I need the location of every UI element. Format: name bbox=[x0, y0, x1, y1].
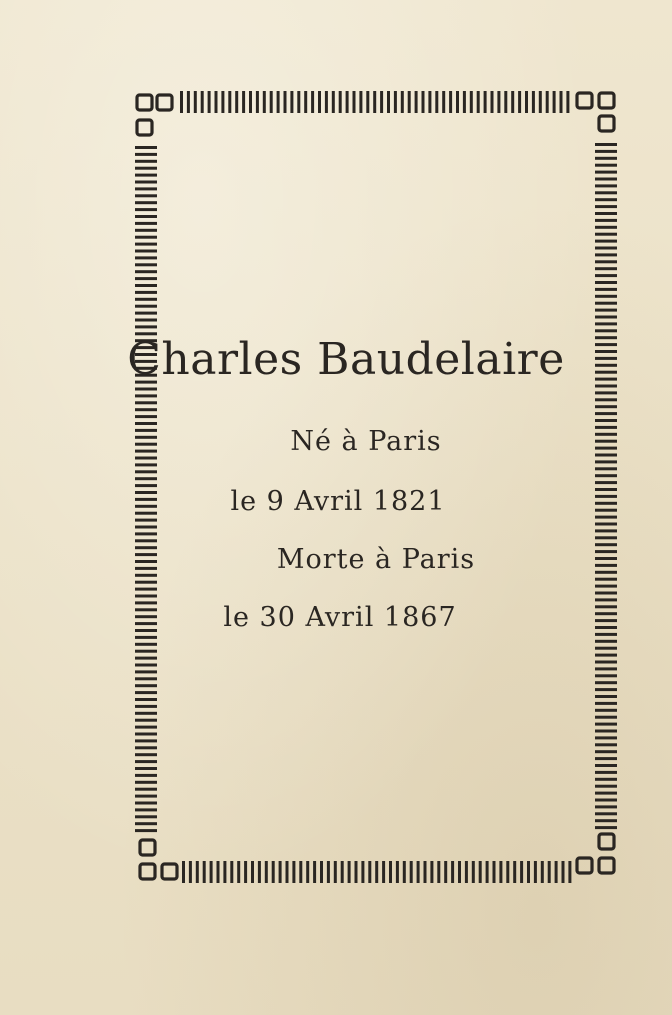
border-tick bbox=[299, 861, 302, 883]
border-tick bbox=[424, 861, 427, 883]
corner-bead bbox=[140, 840, 155, 855]
border-tick bbox=[135, 167, 157, 170]
border-tick bbox=[135, 243, 157, 246]
border-tick bbox=[135, 208, 157, 211]
border-tick bbox=[511, 91, 514, 113]
border-tick bbox=[135, 822, 157, 825]
border-tick bbox=[210, 861, 213, 883]
border-tick bbox=[595, 640, 617, 643]
border-tick bbox=[595, 750, 617, 753]
border-tick bbox=[135, 760, 157, 763]
border-tick bbox=[595, 184, 617, 187]
border-tick bbox=[504, 91, 507, 113]
border-tick bbox=[595, 288, 617, 291]
border-tick bbox=[595, 805, 617, 808]
border-tick bbox=[595, 529, 617, 532]
border-tick bbox=[135, 291, 157, 294]
border-tick bbox=[355, 861, 358, 883]
border-tick bbox=[463, 91, 466, 113]
border-tick bbox=[595, 819, 617, 822]
border-tick bbox=[135, 539, 157, 542]
border-tick bbox=[135, 153, 157, 156]
border-tick bbox=[595, 226, 617, 229]
border-tick bbox=[135, 470, 157, 473]
border-tick bbox=[348, 861, 351, 883]
border-tick bbox=[435, 91, 438, 113]
border-tick bbox=[491, 91, 494, 113]
border-tick bbox=[135, 739, 157, 742]
border-tick bbox=[135, 408, 157, 411]
corner-bead bbox=[140, 864, 155, 879]
border-tick bbox=[595, 253, 617, 256]
border-tick bbox=[263, 91, 266, 113]
corner-bead bbox=[137, 95, 152, 110]
border-tick bbox=[135, 733, 157, 736]
border-tick bbox=[595, 585, 617, 588]
border-tick bbox=[135, 670, 157, 673]
border-tick bbox=[541, 861, 544, 883]
border-tick bbox=[595, 322, 617, 325]
border-tick bbox=[595, 316, 617, 319]
border-tick bbox=[135, 401, 157, 404]
border-tick bbox=[135, 532, 157, 535]
border-tick bbox=[595, 191, 617, 194]
border-tick bbox=[595, 157, 617, 160]
border-tick bbox=[313, 861, 316, 883]
border-tick bbox=[353, 91, 356, 113]
border-tick bbox=[595, 405, 617, 408]
border-tick bbox=[135, 705, 157, 708]
border-tick bbox=[532, 91, 535, 113]
border-tick bbox=[135, 767, 157, 770]
border-tick bbox=[208, 91, 211, 113]
border-tick bbox=[595, 667, 617, 670]
border-tick bbox=[230, 861, 233, 883]
border-tick bbox=[403, 861, 406, 883]
border-tick bbox=[135, 256, 157, 259]
border-tick bbox=[135, 753, 157, 756]
border-tick bbox=[595, 654, 617, 657]
border-tick bbox=[201, 91, 204, 113]
border-tick bbox=[520, 861, 523, 883]
border-tick bbox=[493, 861, 496, 883]
border-tick bbox=[375, 861, 378, 883]
border-tick bbox=[135, 270, 157, 273]
border-tick bbox=[135, 808, 157, 811]
border-tick bbox=[196, 861, 199, 883]
border-tick bbox=[135, 222, 157, 225]
border-tick bbox=[135, 477, 157, 480]
border-tick bbox=[430, 861, 433, 883]
border-tick bbox=[595, 233, 617, 236]
border-tick bbox=[235, 91, 238, 113]
border-tick bbox=[595, 178, 617, 181]
border-tick bbox=[525, 91, 528, 113]
border-tick bbox=[135, 788, 157, 791]
border-tick bbox=[135, 657, 157, 660]
border-tick bbox=[449, 91, 452, 113]
border-tick bbox=[135, 643, 157, 646]
death-date-line: le 30 Avril 1867 bbox=[223, 602, 457, 633]
border-tick bbox=[265, 861, 268, 883]
border-tick bbox=[595, 474, 617, 477]
border-tick bbox=[595, 274, 617, 277]
border-tick bbox=[553, 91, 556, 113]
border-tick bbox=[290, 91, 293, 113]
border-tick bbox=[135, 581, 157, 584]
border-tick bbox=[135, 595, 157, 598]
border-tick bbox=[249, 91, 252, 113]
border-tick bbox=[387, 91, 390, 113]
border-tick bbox=[135, 298, 157, 301]
border-tick bbox=[135, 146, 157, 149]
border-tick bbox=[595, 260, 617, 263]
border-tick bbox=[396, 861, 399, 883]
border-tick bbox=[568, 861, 571, 883]
corner-bead bbox=[599, 93, 614, 108]
border-tick bbox=[135, 160, 157, 163]
border-tick bbox=[187, 91, 190, 113]
border-tick bbox=[182, 861, 185, 883]
border-tick bbox=[251, 861, 254, 883]
border-tick bbox=[135, 388, 157, 391]
border-tick bbox=[534, 861, 537, 883]
border-tick bbox=[595, 764, 617, 767]
border-tick bbox=[135, 795, 157, 798]
border-tick bbox=[135, 215, 157, 218]
border-tick bbox=[595, 309, 617, 312]
border-tick bbox=[595, 674, 617, 677]
border-tick bbox=[486, 861, 489, 883]
border-tick bbox=[277, 91, 280, 113]
border-tick bbox=[327, 861, 330, 883]
border-tick bbox=[595, 329, 617, 332]
corner-bead bbox=[137, 120, 152, 135]
border-tick bbox=[595, 302, 617, 305]
border-tick bbox=[497, 91, 500, 113]
border-tick bbox=[286, 861, 289, 883]
border-tick bbox=[555, 861, 558, 883]
border-tick bbox=[437, 861, 440, 883]
border-tick bbox=[135, 519, 157, 522]
border-tick bbox=[368, 861, 371, 883]
border-tick bbox=[135, 319, 157, 322]
border-tick bbox=[135, 802, 157, 805]
border-tick bbox=[401, 91, 404, 113]
border-tick bbox=[244, 861, 247, 883]
border-tick bbox=[595, 536, 617, 539]
border-tick bbox=[135, 588, 157, 591]
border-tick bbox=[595, 771, 617, 774]
border-tick bbox=[279, 861, 282, 883]
border-tick bbox=[339, 91, 342, 113]
corner-bead bbox=[599, 834, 614, 849]
border-tick bbox=[595, 164, 617, 167]
border-tick bbox=[135, 650, 157, 653]
border-tick bbox=[228, 91, 231, 113]
border-tick bbox=[361, 861, 364, 883]
border-tick bbox=[595, 219, 617, 222]
border-tick bbox=[422, 91, 425, 113]
border-tick bbox=[562, 861, 565, 883]
border-tick bbox=[595, 792, 617, 795]
border-tick bbox=[595, 799, 617, 802]
border-tick bbox=[325, 91, 328, 113]
border-tick bbox=[484, 91, 487, 113]
border-tick bbox=[595, 812, 617, 815]
border-tick bbox=[499, 861, 502, 883]
border-tick bbox=[256, 91, 259, 113]
border-tick bbox=[595, 716, 617, 719]
border-tick bbox=[595, 633, 617, 636]
border-tick bbox=[472, 861, 475, 883]
border-tick bbox=[595, 212, 617, 215]
border-tick bbox=[135, 774, 157, 777]
border-tick bbox=[595, 419, 617, 422]
border-tick bbox=[373, 91, 376, 113]
border-tick bbox=[595, 598, 617, 601]
corner-bead bbox=[599, 858, 614, 873]
border-tick bbox=[135, 463, 157, 466]
border-tick bbox=[382, 861, 385, 883]
border-tick bbox=[595, 412, 617, 415]
border-tick bbox=[456, 91, 459, 113]
border-tick bbox=[135, 394, 157, 397]
border-tick bbox=[135, 181, 157, 184]
border-tick bbox=[135, 284, 157, 287]
border-tick bbox=[465, 861, 468, 883]
border-tick bbox=[595, 709, 617, 712]
border-tick bbox=[346, 91, 349, 113]
border-tick bbox=[595, 150, 617, 153]
border-tick bbox=[237, 861, 240, 883]
border-tick bbox=[595, 481, 617, 484]
birth-place-line: Né à Paris bbox=[290, 426, 442, 457]
border-tick bbox=[135, 781, 157, 784]
border-tick bbox=[595, 398, 617, 401]
corner-bead bbox=[599, 116, 614, 131]
border-tick bbox=[135, 277, 157, 280]
border-tick bbox=[380, 91, 383, 113]
border-tick bbox=[320, 861, 323, 883]
border-tick bbox=[135, 229, 157, 232]
birth-date-line: le 9 Avril 1821 bbox=[230, 486, 446, 517]
border-tick bbox=[595, 205, 617, 208]
border-tick bbox=[595, 688, 617, 691]
border-tick bbox=[135, 422, 157, 425]
border-tick bbox=[223, 861, 226, 883]
border-tick bbox=[442, 91, 445, 113]
border-tick bbox=[595, 240, 617, 243]
border-tick bbox=[135, 712, 157, 715]
border-tick bbox=[477, 91, 480, 113]
border-tick bbox=[135, 719, 157, 722]
border-tick bbox=[135, 305, 157, 308]
border-tick bbox=[595, 592, 617, 595]
border-tick bbox=[359, 91, 362, 113]
border-tick bbox=[135, 829, 157, 832]
border-tick bbox=[428, 91, 431, 113]
border-tick bbox=[595, 695, 617, 698]
border-tick bbox=[304, 91, 307, 113]
border-tick bbox=[135, 746, 157, 749]
border-tick bbox=[444, 861, 447, 883]
border-tick bbox=[135, 698, 157, 701]
border-tick bbox=[595, 826, 617, 829]
border-tick bbox=[595, 681, 617, 684]
border-tick bbox=[203, 861, 206, 883]
border-tick bbox=[595, 247, 617, 250]
border-tick bbox=[560, 91, 563, 113]
border-tick bbox=[506, 861, 509, 883]
border-tick bbox=[135, 325, 157, 328]
border-tick bbox=[135, 726, 157, 729]
border-tick bbox=[595, 702, 617, 705]
border-tick bbox=[334, 861, 337, 883]
border-tick bbox=[595, 143, 617, 146]
border-tick bbox=[135, 187, 157, 190]
border-tick bbox=[595, 723, 617, 726]
border-tick bbox=[135, 691, 157, 694]
border-tick bbox=[518, 91, 521, 113]
border-tick bbox=[566, 91, 569, 113]
border-tick bbox=[270, 91, 273, 113]
border-tick bbox=[595, 198, 617, 201]
border-tick bbox=[135, 684, 157, 687]
border-tick bbox=[135, 677, 157, 680]
border-tick bbox=[595, 267, 617, 270]
border-tick bbox=[470, 91, 473, 113]
border-tick bbox=[135, 194, 157, 197]
border-tick bbox=[389, 861, 392, 883]
border-tick bbox=[410, 861, 413, 883]
border-tick bbox=[135, 526, 157, 529]
corner-bead bbox=[157, 95, 172, 110]
border-tick bbox=[135, 263, 157, 266]
border-tick bbox=[194, 91, 197, 113]
border-tick bbox=[258, 861, 261, 883]
border-tick bbox=[595, 757, 617, 760]
border-tick bbox=[135, 815, 157, 818]
border-tick bbox=[513, 861, 516, 883]
border-tick bbox=[417, 861, 420, 883]
border-tick bbox=[595, 295, 617, 298]
border-tick bbox=[546, 91, 549, 113]
border-tick bbox=[595, 647, 617, 650]
border-tick bbox=[595, 391, 617, 394]
border-tick bbox=[189, 861, 192, 883]
border-tick bbox=[215, 91, 218, 113]
border-tick bbox=[595, 467, 617, 470]
corner-bead bbox=[162, 864, 177, 879]
border-tick bbox=[595, 171, 617, 174]
border-tick bbox=[539, 91, 542, 113]
border-tick bbox=[595, 523, 617, 526]
border-tick bbox=[415, 91, 418, 113]
border-tick bbox=[292, 861, 295, 883]
border-tick bbox=[451, 861, 454, 883]
border-tick bbox=[341, 861, 344, 883]
border-tick bbox=[217, 861, 220, 883]
border-tick bbox=[595, 743, 617, 746]
border-tick bbox=[311, 91, 314, 113]
border-tick bbox=[306, 861, 309, 883]
border-tick bbox=[548, 861, 551, 883]
border-tick bbox=[527, 861, 530, 883]
border-tick bbox=[135, 312, 157, 315]
border-tick bbox=[135, 174, 157, 177]
border-tick bbox=[595, 578, 617, 581]
border-tick bbox=[135, 664, 157, 667]
border-tick bbox=[366, 91, 369, 113]
border-tick bbox=[242, 91, 245, 113]
border-tick bbox=[135, 201, 157, 204]
corner-bead bbox=[577, 93, 592, 108]
border-tick bbox=[297, 91, 300, 113]
border-tick bbox=[458, 861, 461, 883]
border-tick bbox=[135, 636, 157, 639]
border-tick bbox=[595, 460, 617, 463]
corner-bead bbox=[577, 858, 592, 873]
death-place-line: Morte à Paris bbox=[276, 544, 476, 575]
border-tick bbox=[595, 736, 617, 739]
border-tick bbox=[135, 415, 157, 418]
border-tick bbox=[332, 91, 335, 113]
border-tick bbox=[595, 730, 617, 733]
border-tick bbox=[180, 91, 183, 113]
border-tick bbox=[221, 91, 224, 113]
border-tick bbox=[595, 661, 617, 664]
border-tick bbox=[595, 785, 617, 788]
border-tick bbox=[135, 250, 157, 253]
border-tick bbox=[595, 281, 617, 284]
border-tick bbox=[479, 861, 482, 883]
border-tick bbox=[408, 91, 411, 113]
border-tick bbox=[284, 91, 287, 113]
border-tick bbox=[135, 236, 157, 239]
border-tick bbox=[394, 91, 397, 113]
border-tick bbox=[595, 778, 617, 781]
border-tick bbox=[272, 861, 275, 883]
border-tick bbox=[318, 91, 321, 113]
card-title-name: Charles Baudelaire bbox=[127, 334, 565, 385]
